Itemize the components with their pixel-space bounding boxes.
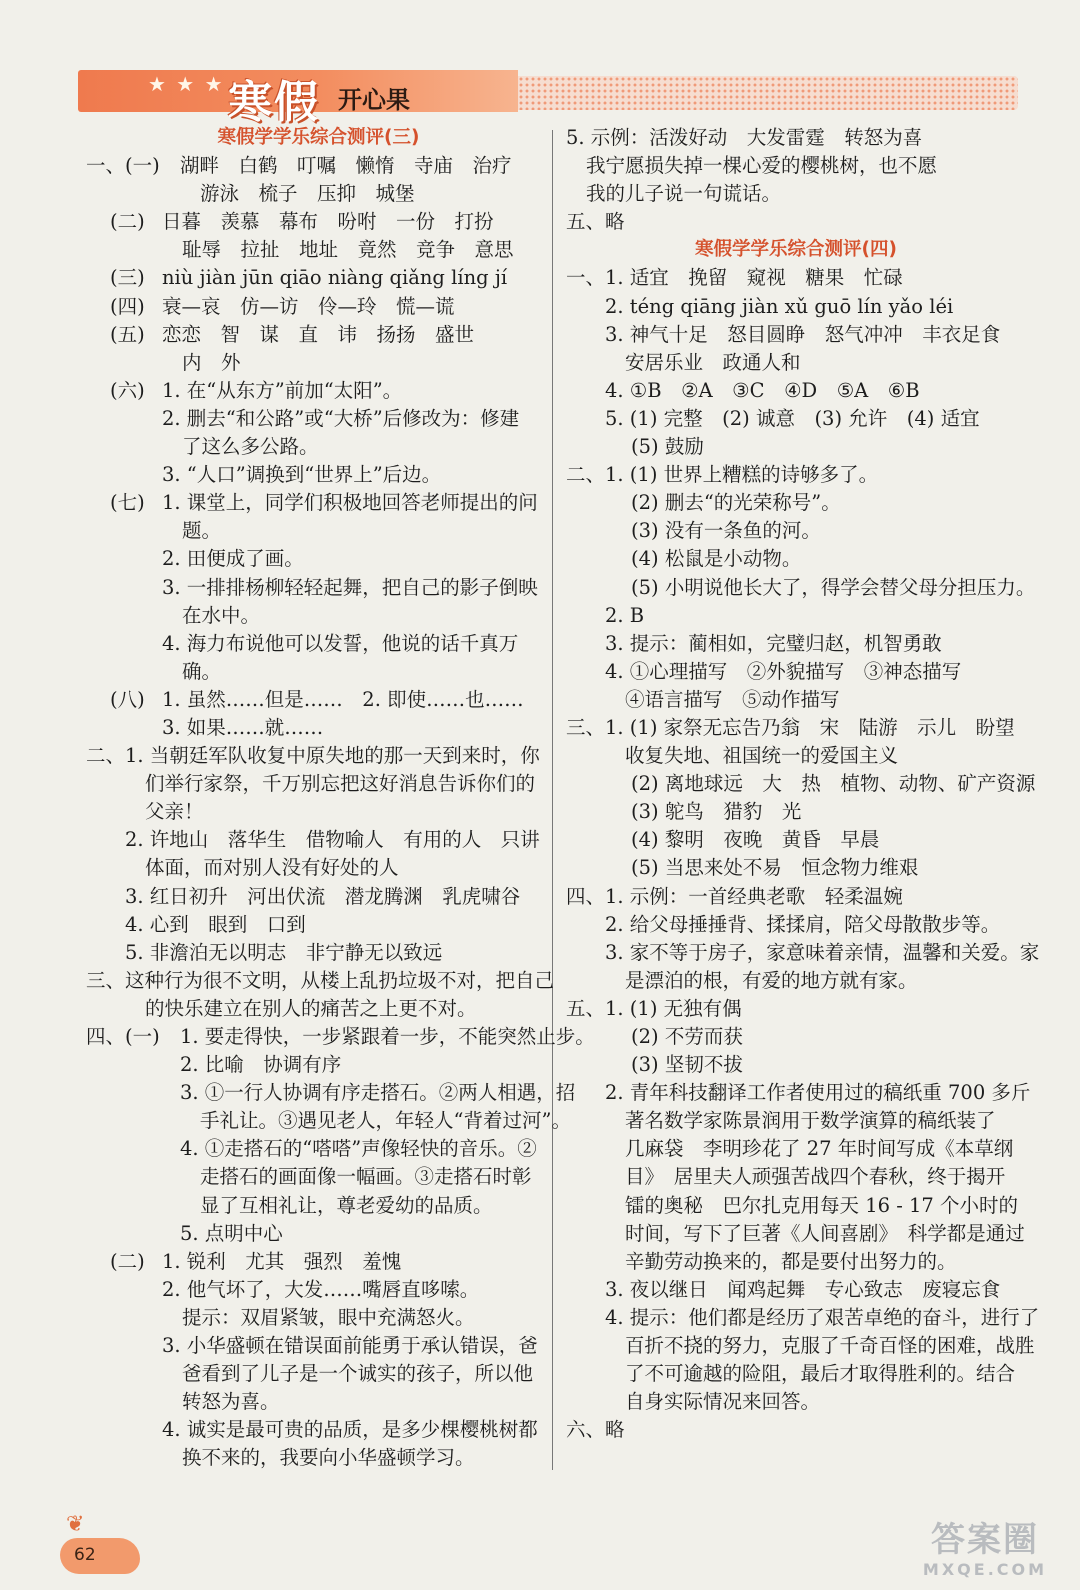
answer-line [566,883,1026,911]
answer-text: 换不来的，我要向小华盛顿学习。 [182,1446,475,1470]
answer-text: 4. ①心理描写 ②外貌描写 ③神态描写 [605,659,962,683]
answer-text: (2) 删去“的光荣称号”。 [631,491,841,515]
answer-line [86,293,551,321]
answer-line [566,911,1026,939]
answer-line [86,939,551,967]
answer-line [86,236,551,264]
answer-line [86,180,551,208]
column-divider [552,130,553,1470]
answer-text: (5) 当思来处不易 恒念物力维艰 [631,856,919,880]
answer-line [566,686,1026,714]
answer-text: 显了互相礼让，尊老爱幼的品质。 [200,1193,493,1217]
answer-text: 衰—哀 仿—访 伶—玲 慌—谎 [162,294,455,318]
page-number-badge [60,1538,140,1574]
answer-line [86,883,551,911]
answer-line [86,911,551,939]
answer-line [86,1248,551,1276]
answer-text: 略 [605,210,625,234]
section-title-text: 寒假学学乐综合测评(三) [217,127,420,148]
answer-text: (2) 离地球远 大 热 植物、动物、矿产资源 [631,772,1036,796]
answer-text: 确。 [182,659,222,683]
answer-text: 2. 比喻 协调有序 [180,1053,342,1077]
answer-line [86,1079,576,1107]
answer-text: 4. ①走搭石的“嗒嗒”声像轻快的音乐。② [180,1137,537,1161]
answer-text: 4. 海力布说他可以发誓，他说的话千真万 [162,631,519,655]
answer-text: 1. 课堂上，同学们积极地回答老师提出的问 [162,491,538,515]
answer-line [86,1023,595,1051]
answer-text: 2. 许地山 落华生 借物喻人 有用的人 只讲 [125,828,540,852]
answer-text: (4) 黎明 夜晚 黄昏 早晨 [631,828,880,852]
answer-text: (4) 松鼠是小动物。 [631,547,802,571]
answer-line [86,1360,551,1388]
answer-line [86,602,551,630]
answer-text: 2. téng qiāng jiàn xǔ guō lín yǎo léi [605,294,954,318]
answer-line [86,686,551,714]
answer-line [566,489,1026,517]
answer-text: 在水中。 [182,603,261,627]
answer-line [566,1332,1035,1360]
answer-text: 3. 如果……就…… [162,715,324,739]
answer-line [86,967,555,995]
answer-text: 手礼让。③遇见老人，年轻人“背着过河”。 [200,1109,571,1133]
answer-line [86,1192,551,1220]
answer-text: 1. 当朝廷军队收复中原失地的那一天到来时，你 [125,744,540,768]
answer-text: (5) 鼓励 [631,435,704,459]
section-title [86,124,551,152]
answer-text: 著名数学家陈景润用于数学演算的稿纸装了 [625,1109,996,1133]
star-icons: ★ ★ ★ [148,72,225,96]
answer-line [566,742,1026,770]
answer-text: 目》 居里夫人顽强苦战四个春秋，终于揭开 [625,1165,1006,1189]
question-label: (四) [110,294,145,318]
answer-text: 内 外 [182,350,241,374]
answer-line [86,1416,551,1444]
answer-line [566,517,1026,545]
right-column [566,124,1040,1444]
answer-line [566,1276,1026,1304]
answer-text: 3. 红日初升 河出伏流 潜龙腾渊 乳虎啸谷 [125,884,521,908]
watermark-main-text: 答案圈 [931,1520,1039,1560]
answer-text: 5. 示例：活泼好动 大发雷霆 转怒为喜 [566,126,923,149]
answer-text: 体面，而对别人没有好处的人 [145,856,399,880]
answer-line [566,939,1040,967]
answer-line [566,349,1026,377]
answer-line [566,180,1026,208]
answer-line [566,658,1026,686]
question-label: (二) [110,210,145,234]
answer-text: niù jiàn jūn qiāo niàng qiǎng líng jí [162,266,508,290]
answer-line [566,967,1026,995]
answer-text: 1. (1) 世界上糟糕的诗够多了。 [605,463,879,487]
answer-line [566,321,1026,349]
question-label: 一、(一) [86,154,160,178]
page-banner [78,70,1018,128]
question-label: 二、 [86,744,126,768]
answer-text: 2. 他气坏了，大发……嘴唇直哆嗦。 [162,1277,480,1301]
answer-line [566,854,1026,882]
answer-line [86,321,551,349]
answer-text: 湖畔 白鹤 叮嘱 懒惰 寺庙 治疗 [180,154,512,178]
banner-subtitle: 开心果 [338,86,410,114]
answer-line [566,152,1026,180]
answer-text: 们举行家祭，千万别忘把这好消息告诉你们的 [145,772,536,796]
answer-text: 2. 删去“和公路”或“大桥”后修改为：修建 [162,406,520,430]
answer-text: (5) 小明说他长大了，得学会替父母分担压力。 [631,575,1036,599]
answer-line [566,714,1026,742]
answer-text: ④语言描写 ⑤动作描写 [625,687,840,711]
answer-line [86,264,551,292]
answer-text: 百折不挠的努力，克服了千奇百怪的困难，战胜 [625,1334,1035,1358]
answer-text: 自身实际情况来回答。 [625,1390,821,1414]
question-label: 一、 [566,266,606,290]
answer-line [86,1051,551,1079]
answer-text: 转怒为喜。 [182,1390,280,1414]
answer-text: 我宁愿损失掉一棵心爱的樱桃树，也不愿 [586,154,938,178]
answer-line [566,1051,1026,1079]
sprout-icon: ❦ [66,1512,85,1537]
answer-line [566,1220,1026,1248]
answer-text: 1. 适宜 挽留 窥视 糖果 忙碌 [605,266,903,290]
answer-text: 耻辱 拉扯 地址 竟然 竞争 意思 [182,238,514,262]
answer-text: 3. 一排排杨柳轻轻起舞，把自己的影子倒映 [162,575,538,599]
answer-text: 是漂泊的根，有爱的地方就有家。 [625,968,918,992]
answer-line [86,1332,551,1360]
answer-text: (3) 坚韧不拔 [631,1053,743,1077]
answer-line [566,208,1026,236]
section-title [566,236,1026,264]
answer-line [86,208,551,236]
banner-dotted-strip [518,76,1018,110]
banner-title: 寒假 [228,77,320,128]
answer-text: 走搭石的画面像一幅画。③走搭石时彰 [200,1165,532,1189]
question-label: (六) [110,378,145,402]
answer-line [86,1444,551,1472]
answer-text: 3. ①一行人协调有序走搭石。②两人相遇，招 [180,1081,576,1105]
answer-line [86,854,551,882]
answer-text: 父亲！ [145,800,204,824]
answer-line [566,1360,1026,1388]
answer-line [566,545,1026,573]
answer-text: 5. (1) 完整 (2) 诚意 (3) 允许 (4) 适宜 [605,406,980,430]
answer-text: 安居乐业 政通人和 [625,350,801,374]
question-label: 六、 [566,1418,606,1442]
question-label: (三) [110,266,145,290]
answer-line [566,1248,1026,1276]
question-label: (二) [110,1249,145,1273]
answer-line [86,770,551,798]
answer-text: 1. 锐利 尤其 强烈 羞愧 [162,1249,402,1273]
answer-text: 提示：双眉紧皱，眼中充满怒火。 [182,1305,475,1329]
question-label: 二、 [566,463,606,487]
answer-line [86,1304,551,1332]
answer-line [566,826,1026,854]
answer-line [86,349,551,377]
answer-line [566,770,1036,798]
answer-text: 4. 提示：他们都是经历了艰苦卓绝的奋斗，进行了 [605,1305,1040,1329]
answer-text: 4. ①B ②A ③C ④D ⑤A ⑥B [605,378,920,402]
answer-text: 时间，写下了巨著《人间喜剧》 科学都是通过 [625,1221,1025,1245]
answer-line [86,742,551,770]
answer-text: 1. (1) 家祭无忘告乃翁 宋 陆游 示儿 盼望 [605,715,1015,739]
answer-text: 5. 非澹泊无以明志 非宁静无以致远 [125,940,443,964]
answer-line [566,124,1026,152]
answer-text: 日暮 羡慕 幕布 吩咐 一份 打扮 [162,210,494,234]
answer-text: 2. 田便成了画。 [162,547,304,571]
answer-text: 题。 [182,519,222,543]
watermark-url: MXQE.COM [922,1560,1048,1579]
question-label: 三、 [86,968,126,992]
answer-text: 2. 给父母捶捶背、揉揉肩，陪父母散散步等。 [605,912,1001,936]
answer-text: 2. B [605,603,645,627]
answer-line [86,1135,551,1163]
section-title-text: 寒假学学乐综合测评(四) [695,239,897,261]
answer-text: (2) 不劳而获 [631,1025,743,1048]
answer-text: 1. 虽然……但是…… 2. 即使……也…… [162,687,524,711]
answer-line [566,1135,1026,1163]
answer-text: 1. 要走得快，一步紧跟着一步，不能突然止步。 [180,1025,595,1048]
answer-text: 了这么多公路。 [182,435,319,459]
answer-text: 恋恋 智 谋 直 讳 扬扬 盛世 [162,322,475,346]
answer-line [566,377,1026,405]
answer-line [86,995,551,1023]
answer-line [566,1163,1026,1191]
answer-text: 略 [605,1418,625,1442]
watermark-logo [900,1520,1070,1584]
answer-line [86,630,551,658]
answer-line [86,1107,571,1135]
answer-text: 1. 在“从东方”前加“太阳”。 [162,378,403,402]
answer-text: 4. 诚实是最可贵的品质，是多少棵樱桃树都 [162,1418,538,1442]
question-label: 四、(一) [86,1025,160,1048]
answer-line [86,714,551,742]
answer-text: 5. 点明中心 [180,1221,283,1245]
answer-text: 2. 青年科技翻译工作者使用过的稿纸重 700 多斤 [605,1081,1031,1105]
answer-text: 1. (1) 无独有偶 [605,996,742,1020]
answer-line [566,798,1026,826]
left-column [86,124,595,1473]
answer-text: 镭的奥秘 巴尔扎克用每天 16 - 17 个小时的 [625,1193,1019,1217]
answer-text: 辛勤劳动换来的，都是要付出努力的。 [625,1249,957,1273]
answer-text: 3. 神气十足 怒目圆睁 怒气冲冲 丰衣足食 [605,322,1001,346]
answer-line [86,405,551,433]
question-label: (五) [110,322,145,346]
question-label: 四、 [566,884,606,908]
answer-text: 游泳 梳子 压抑 城堡 [200,182,415,206]
answer-text: 收复失地、祖国统一的爱国主义 [625,744,899,768]
question-label: 五、 [566,996,606,1020]
answer-line [86,1163,551,1191]
answer-line [86,489,551,517]
answer-line [86,798,551,826]
answer-text: 3. 家不等于房子，家意味着亲情，温馨和关爱。家 [605,940,1040,964]
question-label: 三、 [566,715,606,739]
answer-line [86,152,551,180]
answer-line [86,574,551,602]
question-label: 五、 [566,210,606,234]
answer-line [566,293,1026,321]
answer-text: 4. 心到 眼到 口到 [125,912,306,936]
answer-text: (3) 没有一条鱼的河。 [631,519,821,543]
answer-line [566,433,1026,461]
answer-line [566,630,1026,658]
answer-line [86,377,551,405]
answer-text: (3) 鸵鸟 猎豹 光 [631,800,802,824]
answer-text: 的快乐建立在别人的痛苦之上更不对。 [145,996,477,1020]
answer-line [86,545,551,573]
answer-line [86,1220,551,1248]
answer-text: 3. 提示：蔺相如，完璧归赵，机智勇敢 [605,631,942,655]
answer-line [86,658,551,686]
answer-line [566,461,1026,489]
page-number: 62 [74,1545,96,1565]
answer-line [86,1388,551,1416]
answer-line [566,995,1026,1023]
answer-line [566,1388,1026,1416]
answer-text: 爸看到了儿子是一个诚实的孩子，所以他 [182,1362,534,1386]
answer-line [566,405,1026,433]
question-label: (八) [110,687,145,711]
answer-text: 3. 夜以继日 闻鸡起舞 专心致志 废寝忘食 [605,1277,1001,1301]
answer-text: 我的儿子说一句谎话。 [586,182,782,206]
answer-text: 这种行为很不文明，从楼上乱扔垃圾不对，把自己 [125,968,555,992]
answer-text: 了不可逾越的险阻，最后才取得胜利的。结合 [625,1362,1016,1386]
answer-line [86,826,551,854]
answer-line [566,1023,1026,1051]
answer-text: 3. 小华盛顿在错误面前能勇于承认错误，爸 [162,1334,538,1358]
answer-line [566,1192,1026,1220]
answer-line [86,433,551,461]
answer-line [86,1276,551,1304]
answer-text: 1. 示例：一首经典老歌 轻柔温婉 [605,884,903,908]
answer-line [566,1079,1031,1107]
answer-line [566,264,1026,292]
answer-line [566,1416,1026,1444]
answer-line [566,574,1036,602]
answer-line [566,1107,1026,1135]
answer-line [86,517,551,545]
answer-line [566,602,1026,630]
answer-text: 3. “人口”调换到“世界上”后边。 [162,463,442,487]
question-label: (七) [110,491,145,515]
answer-line [566,1304,1040,1332]
answer-text: 几麻袋 李明珍花了 27 年时间写成《本草纲 [625,1137,1014,1161]
answer-line [86,461,551,489]
